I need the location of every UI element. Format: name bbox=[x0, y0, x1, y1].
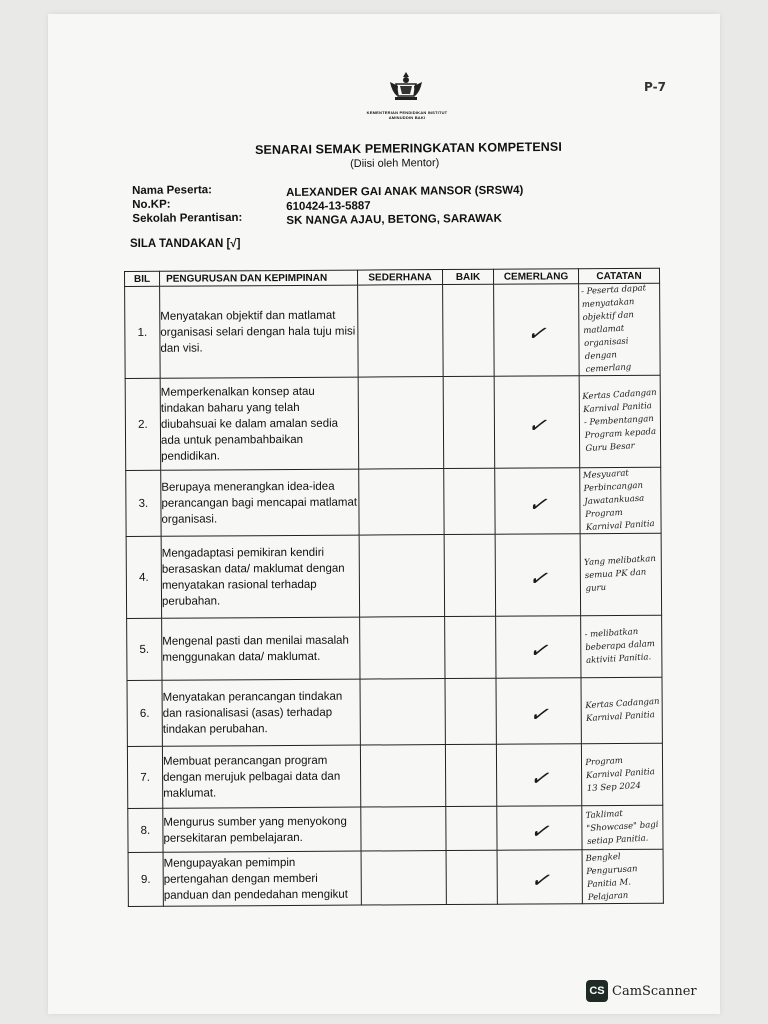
sederhana-cell bbox=[360, 679, 445, 746]
handwritten-note: - Peserta dapat menyatakan objektif dan matlamat organisasi dengan cemerlang bbox=[580, 283, 647, 376]
table-row bbox=[125, 375, 661, 470]
sederhana-cell bbox=[361, 851, 446, 906]
handwritten-note: Kertas Cadangan Karnival Panitia - Pembentangan Program kepada Guru Besar bbox=[582, 387, 657, 455]
row-number: 3. bbox=[126, 470, 161, 536]
document-title: SENARAI SEMAK PEMERINGKATAN KOMPETENSI bbox=[255, 139, 562, 157]
competency-item: Memperkenalkan konsep atau tindakan baharu yang telah diubahsuai ke dalam amalan sedia ada untuk penambahbaikan pendidikan. bbox=[160, 377, 359, 470]
baik-cell bbox=[446, 806, 497, 850]
competency-item: Mengenal pasti dan menilai masalah menggunakan data/ maklumat. bbox=[162, 617, 360, 680]
table-row bbox=[127, 615, 662, 680]
table-row bbox=[125, 283, 661, 378]
row-number: 5. bbox=[127, 618, 162, 680]
tick-mark: ✓ bbox=[527, 565, 549, 593]
handwritten-note: - melibatkan beberapa dalam aktiviti Panitia. bbox=[584, 626, 656, 667]
tick-mark: ✓ bbox=[526, 491, 549, 519]
sederhana-cell bbox=[361, 807, 446, 852]
competency-checklist-table bbox=[124, 268, 664, 907]
catatan-cell bbox=[581, 677, 662, 743]
competency-item: Mengurus sumber yang menyokong persekitaran pembelajaran. bbox=[163, 807, 361, 852]
competency-item: Menyatakan perancangan tindakan dan rasionalisasi (asas) terhadap tindakan perubahan. bbox=[162, 679, 360, 746]
tick-mark: ✓ bbox=[528, 818, 551, 846]
catatan-cell bbox=[579, 375, 661, 467]
participant-values bbox=[286, 184, 524, 228]
baik-cell bbox=[445, 678, 496, 744]
cemerlang-cell bbox=[496, 616, 581, 679]
cemerlang-cell bbox=[496, 744, 581, 807]
tick-mark: ✓ bbox=[527, 701, 550, 729]
catatan-cell bbox=[580, 467, 661, 533]
crest-emblem-icon bbox=[388, 70, 424, 104]
baik-cell bbox=[445, 744, 496, 806]
handwritten-note: Program Karnival Panitia 13 Sep 2024 bbox=[585, 755, 656, 795]
catatan-cell bbox=[581, 615, 662, 677]
catatan-cell bbox=[580, 533, 661, 615]
sederhana-cell bbox=[358, 285, 444, 378]
header-catatan: CATATAN bbox=[578, 268, 659, 283]
kp-label: No.KP: bbox=[132, 198, 171, 211]
row-number: 6. bbox=[127, 680, 162, 746]
name-label: Nama Peserta: bbox=[132, 184, 213, 197]
baik-cell bbox=[444, 468, 495, 534]
tick-mark: ✓ bbox=[528, 867, 551, 895]
row-number: 2. bbox=[125, 378, 161, 470]
camscanner-logo: CS bbox=[586, 980, 608, 1002]
sederhana-cell bbox=[360, 745, 445, 808]
table-row bbox=[126, 533, 661, 618]
header-cemerlang: CEMERLANG bbox=[493, 269, 578, 285]
cemerlang-cell bbox=[496, 678, 581, 745]
row-number: 9. bbox=[128, 852, 163, 906]
handwritten-note: Yang melibatkan semua PK dan guru bbox=[583, 553, 657, 595]
row-number: 8. bbox=[128, 808, 163, 852]
ministry-name: KEMENTERIAN PENDIDIKAN INSTITUT AMINUDDIN BAKI bbox=[366, 110, 448, 120]
baik-cell bbox=[443, 376, 495, 468]
tick-mark: ✓ bbox=[527, 637, 550, 665]
competency-item: Mengupayakan pemimpin pertengahan dengan memberi panduan dan pendedahan mengikut bbox=[163, 851, 361, 906]
page-reference: P-7 bbox=[644, 80, 666, 94]
cemerlang-cell bbox=[494, 284, 580, 377]
cemerlang-cell bbox=[497, 850, 582, 905]
header-baik: BAIK bbox=[442, 269, 493, 284]
table-row bbox=[127, 677, 662, 746]
sederhana-cell bbox=[360, 617, 445, 680]
table-row bbox=[127, 743, 662, 808]
baik-cell bbox=[446, 850, 497, 904]
row-number: 4. bbox=[126, 536, 162, 618]
cemerlang-cell bbox=[494, 376, 580, 469]
catatan-cell bbox=[582, 805, 663, 849]
sederhana-cell bbox=[358, 377, 444, 470]
baik-cell bbox=[445, 616, 496, 678]
table-row bbox=[126, 467, 661, 536]
cemerlang-cell bbox=[495, 468, 580, 535]
sederhana-cell bbox=[359, 535, 444, 618]
catatan-cell bbox=[581, 743, 662, 805]
header-bil: BIL bbox=[125, 271, 160, 286]
competency-item: Berupaya menerangkan idea-idea perancangan bagi mencapai matlamat organisasi. bbox=[161, 469, 359, 536]
tick-mark: ✓ bbox=[525, 320, 548, 348]
table-row bbox=[128, 849, 663, 906]
row-number: 7. bbox=[127, 746, 162, 808]
competency-item: Mengadaptasi pemikiran kendiri berasaskan data/ maklumat dengan menyatakan rasional terhadap perubahan. bbox=[161, 535, 359, 618]
cemerlang-cell bbox=[497, 806, 582, 851]
cemerlang-cell bbox=[495, 534, 580, 617]
row-number: 1. bbox=[125, 286, 161, 378]
table-row bbox=[128, 805, 663, 852]
kp-value: 610424-13-5887 bbox=[286, 200, 371, 213]
sederhana-cell bbox=[359, 469, 444, 536]
header-item: PENGURUSAN DAN KEPIMPINAN bbox=[160, 270, 358, 286]
competency-item: Menyatakan objektif dan matlamat organisasi selari dengan hala tuju misi dan visi. bbox=[160, 285, 359, 378]
name-value: ALEXANDER GAI ANAK MANSOR (SRSW4) bbox=[286, 184, 524, 199]
catatan-cell bbox=[579, 283, 661, 375]
camscanner-name: CamScanner bbox=[612, 983, 697, 999]
handwritten-note: Bengkel Pengurusan Panitia M. Pelajaran bbox=[585, 851, 638, 903]
school-label: Sekolah Perantisan: bbox=[132, 211, 243, 225]
tick-mark: ✓ bbox=[526, 412, 548, 440]
instruction-text: SILA TANDAKAN [√] bbox=[130, 238, 241, 250]
catatan-cell bbox=[582, 849, 663, 903]
baik-cell bbox=[443, 284, 495, 376]
header-sederhana: SEDERHANA bbox=[357, 270, 442, 286]
competency-item: Membuat perancangan program dengan merujuk pelbagai data dan maklumat. bbox=[162, 745, 360, 808]
camscanner-watermark bbox=[586, 980, 697, 1002]
participant-labels bbox=[132, 183, 242, 226]
school-value: SK NANGA AJAU, BETONG, SARAWAK bbox=[286, 212, 502, 227]
baik-cell bbox=[444, 534, 495, 616]
tick-mark: ✓ bbox=[528, 765, 550, 793]
handwritten-note: Mesyuarat Perbincangan Jawatankuasa Program Karnival Panitia bbox=[582, 468, 655, 534]
document-subtitle: (Diisi oleh Mentor) bbox=[350, 157, 440, 170]
handwritten-note: Kertas Cadangan Karnival Panitia bbox=[585, 696, 660, 724]
handwritten-note: Taklimat "Showcase" bagi setiap Panitia. bbox=[585, 808, 659, 848]
